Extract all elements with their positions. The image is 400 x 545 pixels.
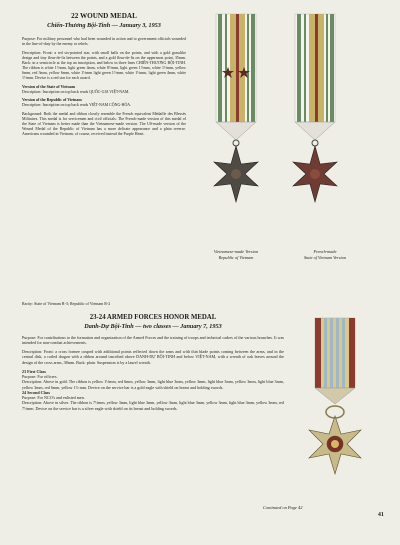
state-version-text: Description: Inscription on top back reads QUỐC-GIA VIỆT-NAM.	[22, 88, 130, 94]
second-class-heading: 24 Second Class	[22, 389, 50, 395]
first-class-purpose: Purpose: For officers.	[22, 373, 58, 379]
purpose-paragraph: Purpose: For military personnel who had been wounded in action and to government officials wounded in the line-of-duty by the enemy or rebels.	[22, 36, 186, 47]
rarity-line: Rarity: State of Vietnam R-3; Republic of Vietnam R-2	[22, 301, 111, 306]
wound-medal-french-image	[283, 12, 347, 262]
description-paragraph: Description: Front: a cross formee couped with additional points reflected down the arms and with thin blade points coming between the arms, and in the central disk, a coiled dragon with a ribbon around inscribed above DANH-DỰ BỘI-TINH and below VIỆT-NAM, with a wreath of oak leaves around the design of the cross arms, 38mm. Back: plain. Suspension is by a laurel wreath.	[22, 349, 284, 365]
page-number: 41	[378, 512, 384, 518]
first-class-description: Description: Above in gold. The ribbon is yellow 1½mm, red 6mm, yellow 3mm, light blue 3mm, yellow 3mm, light blue 3mm, yellow 3mm, light blue 3mm, yellow 3mm, red 6mm, yellow 1½ mm. Device on the service bar is a gold eagle with shield on breast and holding swords.	[22, 379, 284, 390]
section-title: 23-24 ARMED FORCES HONOR MEDAL	[89, 314, 217, 321]
second-class-purpose: Purpose: For NCO's and enlisted men.	[22, 395, 85, 401]
description-paragraph: Description: Front: a red six-pointed star, with small balls on the points, and with a gold grasslike design and tiny fleur-de-lis between the points, and a gold fleur-de-lis on the uppermost point, 35mm. Back: in a semicircle at the top an inscription, and below in three lines CHIẾN-THƯƠNG BỘI-TINH. The ribbon is white 1½mm, light green 4mm, white 8½mm, light green 1½mm, white 1½mm, yellow 6mm, red 3mm, yellow 6mm, white 1½mm light green 1½mm, white 1½mm, light green 4mm, white 1½mm. Device is a red star for each award.	[22, 49, 186, 80]
honor-medal-image	[303, 316, 367, 492]
section-subtitle: Chiến-Thương Bội-Tinh — January 3, 1953	[47, 22, 161, 29]
caption-french-version: French-made State of Vietnam Version	[303, 249, 347, 260]
second-class-description: Description: Above in silver. The ribbon is 7½mm, yellow 3mm, light blue 3mm, yellow 3mm, light blue 3mm, yellow 3mm, light blue 3mm, yellow 3mm, red 7½mm. Device on the service bar is a silver eagle with shield on its breast and holding swords.	[22, 400, 284, 411]
republic-version-text: Description: Inscription on top back reads VIỆT-NAM CỘNG-HÒA.	[22, 102, 132, 108]
section-title: 22 WOUND MEDAL	[71, 12, 137, 20]
state-version-heading: Version of the State of Vietnam	[22, 83, 76, 89]
caption-vietnamese-version: Vietnamese-made Version Republic of Vietnam	[213, 249, 259, 260]
first-class-heading: 23 First Class	[22, 368, 46, 374]
section-subtitle: Danh-Dự Bội-Tinh — two classes — January 7, 1953	[84, 323, 222, 330]
background-paragraph: Background: Both the medal and ribbon closely resemble the French equivalent Médaille des Blessés Militaires. This medal is for servicemen and civil officials. The French-made version of this medal of the State of Vietnam is better made than the Vietnamese-made version. The US-made version of the Wound Medal of the Republic of Vietnam has a more delicate appearance and a plain reverse. Americans wounded in Vietnam, of course, received instead the Purple Heart.	[22, 110, 186, 137]
wound-medal-vietnamese-image	[201, 12, 271, 262]
honor-medal-section	[22, 313, 284, 411]
continued-note: Continued on Page 42	[263, 505, 303, 510]
wound-medal-section	[22, 12, 186, 140]
purpose-paragraph: Purpose: For contributions to the formation and organization of the Armed Forces and the training of troops and technical cadres of the various branches. It was intended for non-combat achievements.	[22, 335, 284, 346]
republic-version-heading: Version of the Republic of Vietnam	[22, 97, 82, 103]
